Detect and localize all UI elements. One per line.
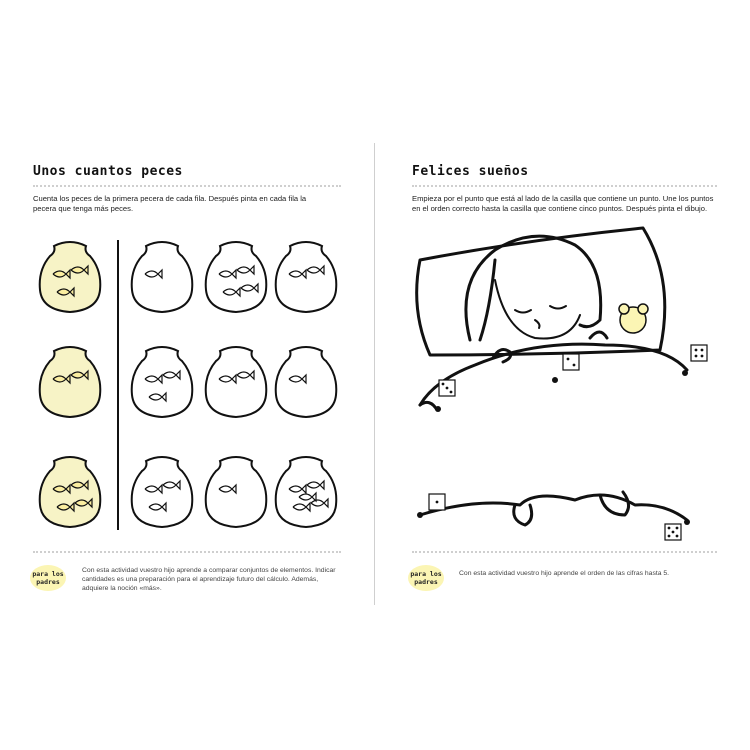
title-divider (33, 185, 341, 187)
fishbowl[interactable] (40, 457, 101, 527)
fishbowl[interactable] (276, 347, 337, 417)
dice-box (665, 524, 681, 540)
fishbowl[interactable] (206, 457, 267, 527)
right-instructions: Empieza por el punto que está al lado de la casilla que contiene un punto. Une los puntos en el orden correcto hasta la casilla que contiene cinco puntos. Después pinta el dibujo. (412, 194, 714, 213)
fishbowl[interactable] (40, 347, 101, 417)
fishbowl[interactable] (276, 457, 337, 527)
dice-box (429, 494, 445, 510)
dice-box (563, 354, 579, 370)
footer-divider (33, 551, 341, 553)
footer-divider-right (412, 551, 717, 553)
sleeping-child-illustration (375, 220, 750, 540)
fishbowl[interactable] (206, 347, 267, 417)
fishbowl[interactable] (276, 242, 337, 312)
fishbowl[interactable] (206, 242, 267, 312)
parents-badge-left: para los padres (30, 565, 66, 591)
fishbowl[interactable] (132, 347, 193, 417)
parents-badge-right: para los padres (408, 565, 444, 591)
dice-box (439, 380, 455, 396)
fishbowl-grid (0, 230, 375, 550)
right-page-title: Felices sueños (412, 164, 529, 179)
fishbowl[interactable] (40, 242, 101, 312)
left-instructions: Cuenta los peces de la primera pecera de cada fila. Después pinta en cada fila la pecera que tenga más peces. (33, 194, 307, 213)
right-page (375, 0, 750, 750)
left-parents-note: Con esta actividad vuestro hijo aprende a comparar conjuntos de elementos. Indicar cantidades es una preparación para el aprendizaje futuro del cálculo. Además, adquiere la noción «más». (82, 567, 336, 592)
fishbowl[interactable] (132, 242, 193, 312)
dice-box (691, 345, 707, 361)
title-divider-right (412, 185, 717, 187)
right-parents-note: Con esta actividad vuestro hijo aprende el orden de las cifras hasta 5. (459, 570, 670, 577)
fishbowl[interactable] (132, 457, 193, 527)
left-page-title: Unos cuantos peces (33, 164, 183, 179)
